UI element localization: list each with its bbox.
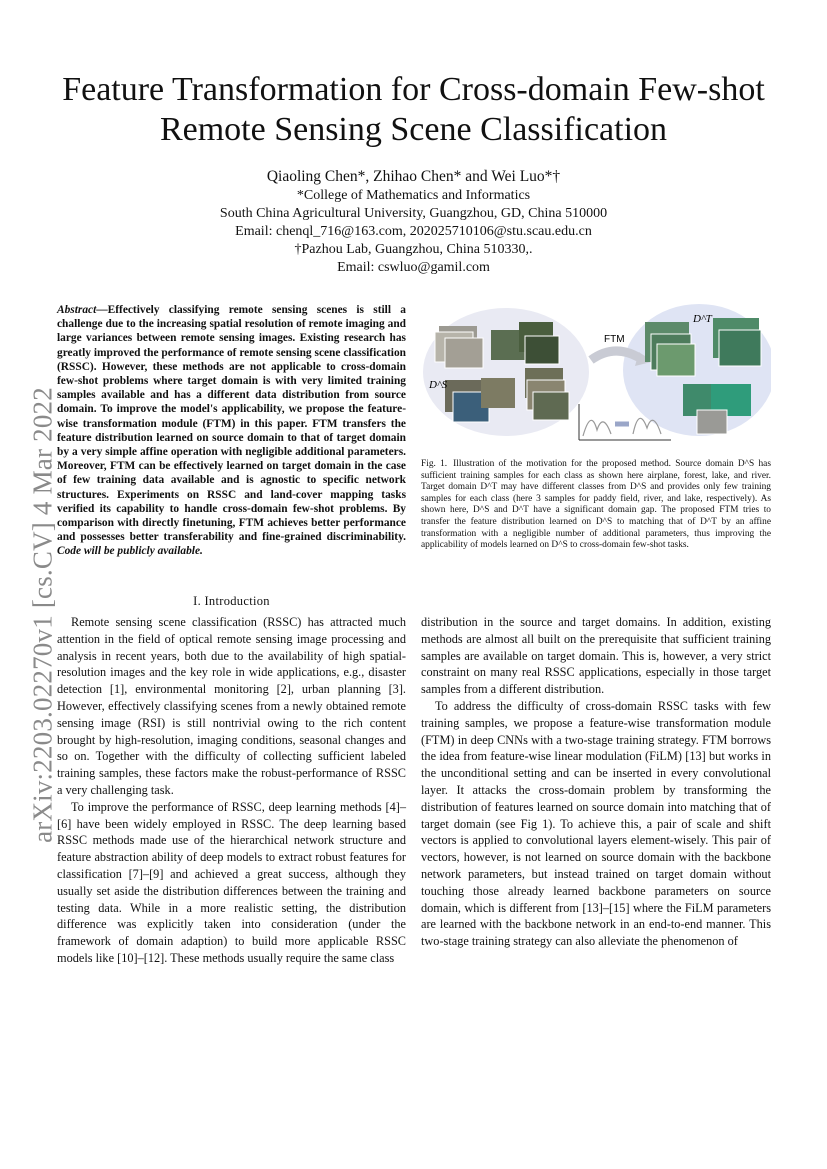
caption-text: Illustration of the motivation for the proposed method. Source domain D^S has sufficient training samples for each class as shown here airplane, forest, lake, and river. Target domain D^T may have different classes from D^S and provides only few training samples for each class (here 3 samples for paddy field, river, and lake, respectively). As shown here, D^S and D^T have a significant domain gap. The proposed FTM tries to transfer the feature distribution learned on D^S to matching that of D^T by an affine transformation with a negligible number of additional parameters, thus improving the applicability of models learned on D^S to cross-domain few-shot tasks. — [421, 459, 771, 551]
section-heading: I. Introduction — [193, 594, 270, 608]
source-tile-river-3 — [533, 392, 569, 420]
arxiv-side-label: arXiv:2203.02270v1 [cs.CV] 4 Mar 2022 — [27, 387, 58, 843]
source-domain-label: D^S — [429, 379, 448, 391]
target-domain-label: D^T — [693, 313, 712, 325]
email-2: Email: cswluo@gamil.com — [337, 260, 490, 275]
author-block — [100, 167, 727, 277]
abstract-lead: Abstract — [57, 304, 97, 316]
paper-title: Feature Transformation for Cross-domain Few-shot Remote Sensing Scene Classification — [62, 71, 765, 148]
source-tile-forest-3 — [525, 336, 559, 364]
target-tile-paddy-3 — [657, 344, 695, 376]
intro-paragraph-1: Remote sensing scene classification (RSSC) has attracted much attention in the field of optical remote sensing image processing and analysis in recent years, both due to the availability of high spatial-resolution images and the key role in wide applications, e.g., disaster detection [1], environmental monitoring [2], urban planning [3]. However, effectively classifying scenes from a newly obtained remote sensing image (RSI) is still nontrivial owing to the rich content brought by high-resolution, imaging conditions, seasonal changes and so on. Together with the difficulty of collecting sufficient labeled training samples, these factors make the robust-performance of RSSC a very challenging task. — [57, 615, 406, 797]
affiliation-2: South China Agricultural University, Guangzhou, GD, China 510000 — [219, 206, 608, 221]
author-names: Qiaoling Chen*, Zhihao Chen* and Wei Luo*† — [266, 168, 561, 185]
target-tile-river-2 — [719, 330, 761, 366]
intro-paragraph-2-continued: distribution in the source and target domains. In addition, existing methods are almost all built on the prerequisite that sufficient training samples are available on target domain. This is, however, a very strict constraint on many real RSSC applications, especially in those target samples from a different distribution. — [421, 615, 771, 697]
email-1: Email: chenql_716@163.com, 202025710106@stu.scau.edu.cn — [235, 224, 592, 239]
transfer-arrow — [591, 351, 643, 360]
abstract — [57, 303, 406, 559]
caption-label: Fig. 1. — [421, 459, 448, 469]
intro-right-column — [421, 614, 771, 950]
affiliation-3: †Pazhou Lab, Guangzhou, China 510330,. — [294, 242, 533, 257]
intro-left-column — [57, 614, 406, 967]
target-tile-lake-3 — [697, 410, 727, 434]
intro-paragraph-2: To improve the performance of RSSC, deep learning methods [4]–[6] have been widely employed in RSSC. The deep learning based RSSC methods made use of the hierarchical network structure and feature abstraction ability of deep models to extract robust features for classification [7]–[9] and achieved a great success, although they usually set aside the distribution differences between the training and testing data. While in a more realistic setting, the distribution difference was explicitly taken into consideration (under the framework of domain adaption) to build more applicable RSSC models like [10]–[12]. These methods usually require the same class — [57, 799, 406, 965]
figure-1-illustration — [421, 300, 771, 450]
source-tile-airplane-3 — [445, 338, 483, 368]
abstract-body: —Effectively classifying remote sensing scenes is still a challenge due to the increasing spatial resolution of remote imaging and large variances between remote sensing images. Existing research has greatly improved the performance of remote sensing scene classification (RSSC). However, these methods are not applicable to cross-domain few-shot problems where target domain is with very limited training samples available and has a different data distribution from source domain. To improve the model's applicability, we propose the feature-wise transformation module (FTM) in this paper. FTM transfers the feature distribution learned on source domain to that of target domain by a very simple affine operation with negligible additional parameters. Moreover, FTM can be effectively learned on target domain in the case of few training data available and is agnostic to specific network structures. Experiments on RSSC and land-cover mapping tasks verified its capability to handle cross-domain few-shot problems. By comparison with directly finetuning, FTM achieves better performance and possesses better transferability and fine-grained discriminability. — [57, 304, 406, 544]
figure-1-caption — [421, 459, 771, 552]
source-tile-lake-3 — [481, 378, 515, 408]
figure-1 — [421, 300, 771, 450]
abstract-tail: Code will be publicly available. — [57, 545, 203, 558]
source-distribution-curve — [583, 420, 611, 436]
affiliation-1: *College of Mathematics and Informatics — [296, 188, 531, 203]
intro-paragraph-3: To address the difficulty of cross-domain RSSC tasks with few training samples, we propose a feature-wise transformation module (FTM) in deep CNNs with a two-stage training strategy. FTM borrows the idea from feature-wise linear modulation (FiLM) [13] but works in the unconditional setting and can be inserted in every convolutional layer. It attacks the cross-domain problem by transforming the distribution of features learned on source domain into matching that of target domain (see Fig 1). To achieve this, a pair of scale and shift vectors is applied to convolutional layers element-wisely. This pair of vectors, however, is not learned on source domain with the backbone network parameters, but instead trained on target domain without touching those already learned backbone parameters on source domain, which is different from [13]–[15] where the FiLM parameters are learned with the backbone network in an end-to-end manner. This two-stage training strategy can also alleviate the phenomenon of — [421, 698, 771, 949]
ftm-label: FTM — [604, 334, 625, 345]
